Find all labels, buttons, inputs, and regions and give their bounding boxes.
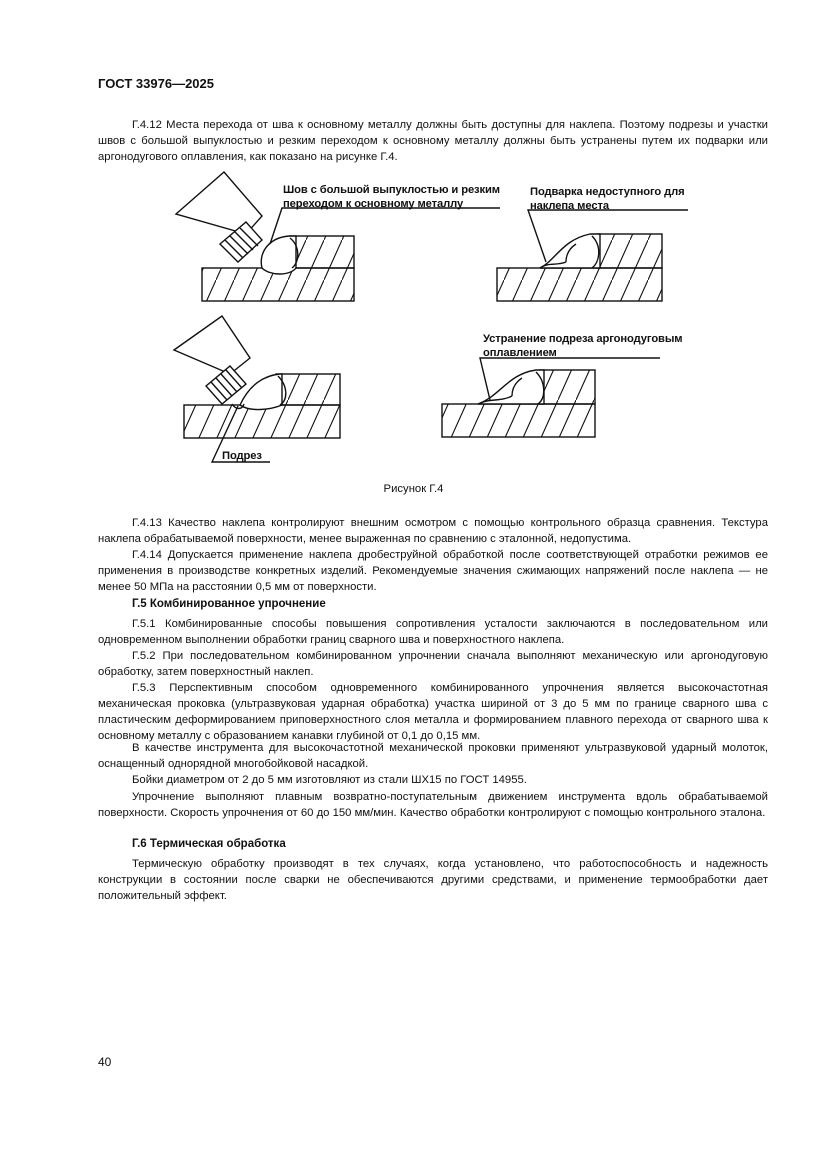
paragraph-g5-1: Г.5.1 Комбинированные способы повышения сопротивления усталости заключаются в последовательном или одновременном выполнении обработки границ сварного шва и поверхностного наклепа.: [98, 618, 768, 646]
heading-g6: Г.6 Термическая обработка: [132, 838, 286, 850]
paragraph-g4-12: Г.4.12 Места перехода от шва к основному металлу должны быть доступны для наклепа. Поэтому подрезы и участки швов с большой выпуклостью и резким переходом к основному металлу должны быть устранены путем их подварки или аргонодугового оплавления, как показано на рисунке Г.4.: [98, 119, 768, 163]
paragraph-g5-3: Г.5.3 Перспективным способом одновременного комбинированного упрочнения является высокочастотная механическая проковка (ультразвуковая ударная обработка) участка шириной от 3 до 5 мм по границе сварного шва с пластическим деформированием приповерхностного слоя металла и формированием плавного перехода от сварного шва к основному металлу с образованием канавки глубиной от 0,1 до 0,15 мм.: [98, 682, 768, 742]
figure-caption: Рисунок Г.4: [383, 483, 444, 495]
label-repair-line2: наклепа места: [530, 200, 609, 212]
paragraph-uprochnenie: Упрочнение выполняют плавным возвратно-поступательным движением инструмента вдоль обрабатываемой поверхности. Скорость упрочнения от 60 до 150 мм/мин. Качество обработки контролируют с помощью контрольного эталона.: [98, 791, 768, 819]
paragraph-g5-2: Г.5.2 При последовательном комбинированном упрочнении сначала выполняют механическую или аргонодуговую обработку, затем поверхностный наклеп.: [98, 650, 768, 678]
diagram-undercut: [174, 316, 340, 462]
figure-g4-drawing: [0, 0, 827, 480]
label-repair-line1: Подварка недоступного для: [530, 186, 685, 198]
paragraph-boiki: Бойки диаметром от 2 до 5 мм изготовляют из стали ШХ15 по ГОСТ 14955.: [132, 774, 527, 786]
paragraph-g4-14: Г.4.14 Допускается применение наклепа дробеструйной обработкой после соответствующей отработки режимов ее применения в производстве конкретных изделий. Рекомендуемые значения сжимающих напряжений после наклепа — не менее 50 МПа на расстоянии 0,5 мм от поверхности.: [98, 549, 768, 593]
label-convex-weld-line1: Шов с большой выпуклостью и резким: [283, 184, 500, 196]
label-argon-line1: Устранение подреза аргонодуговым: [483, 333, 683, 345]
page-number: 40: [98, 1055, 112, 1069]
diagram-argon-remelting: [442, 358, 660, 437]
paragraph-g4-13: Г.4.13 Качество наклепа контролируют внешним осмотром с помощью контрольного образца сравнения. Текстура наклепа обрабатываемой поверхности, менее выраженная по сравнению с эталонной, недопустима.: [98, 517, 768, 545]
diagram-repaired-weld: [497, 210, 688, 301]
document-header: ГОСТ 33976—2025: [98, 76, 214, 91]
label-undercut: Подрез: [222, 450, 262, 462]
label-convex-weld-line2: переходом к основному металлу: [283, 198, 464, 210]
heading-g5: Г.5 Комбинированное упрочнение: [132, 598, 326, 610]
paragraph-tool: В качестве инструмента для высокочастотной механической проковки применяют ультразвуковой ударный молоток, оснащенный однорядной многобойковой насадкой.: [98, 742, 768, 770]
label-argon-line2: оплавлением: [483, 347, 557, 359]
paragraph-g6: Термическую обработку производят в тех случаях, когда установлено, что работоспособность и надежность конструкции в состоянии после сварки не обеспечиваются другими средствами, и применение термообработки дает положительный эффект.: [98, 858, 768, 902]
